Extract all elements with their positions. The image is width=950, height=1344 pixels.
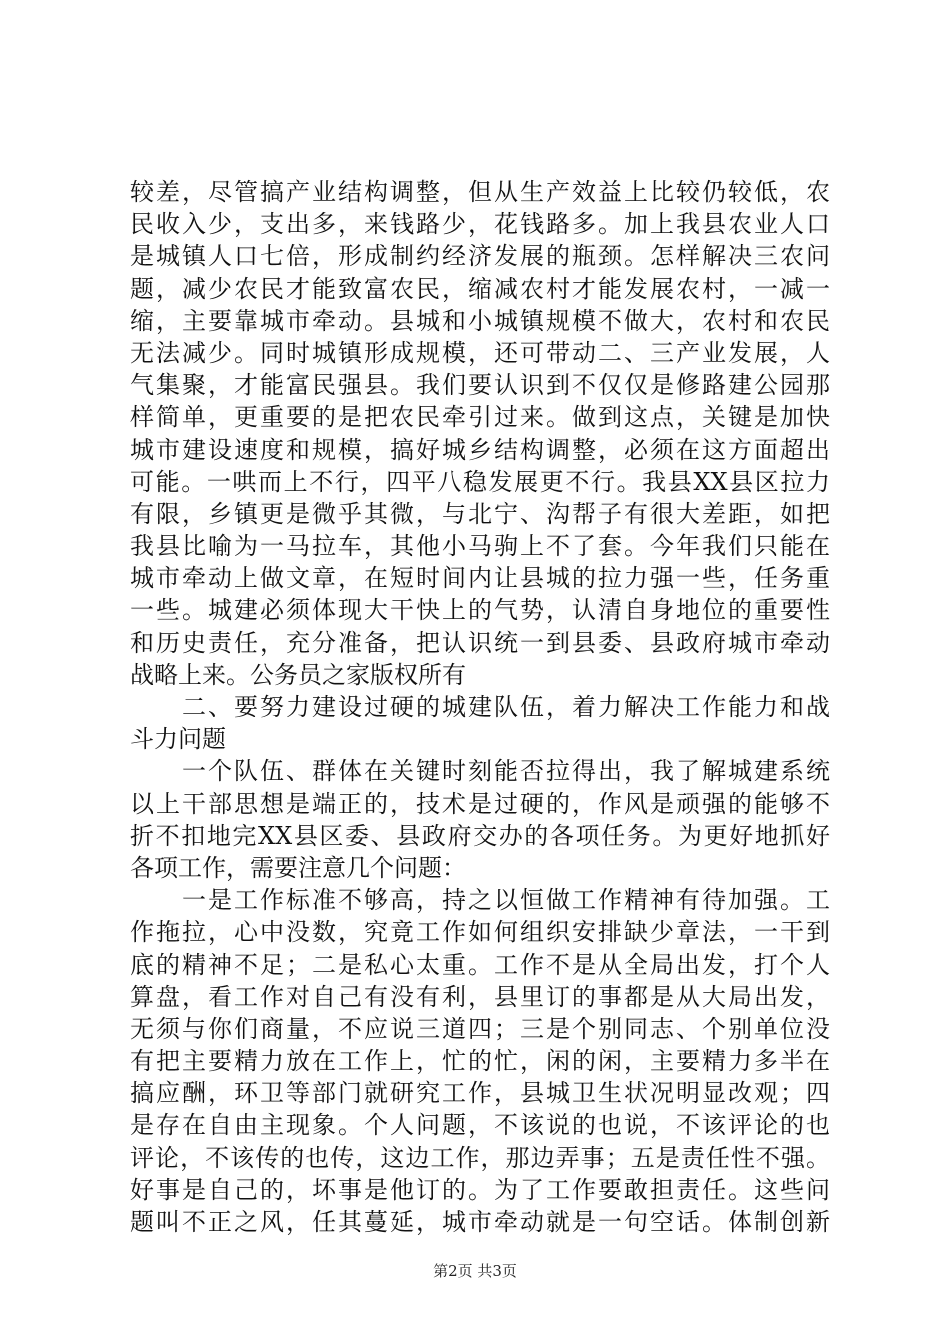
text-line: 城市牵动上做文章，在短时间内让县城的拉力强一些，任务重 xyxy=(130,564,830,593)
text-line: 是存在自由主现象。个人问题，不该说的也说，不该评论的也 xyxy=(130,1111,830,1140)
text-line: 算盘，看工作对自己有没有利，县里订的事都是从大局出发， xyxy=(130,982,830,1011)
text-line: 是城镇人口七倍，形成制约经济发展的瓶颈。怎样解决三农问 xyxy=(130,242,830,271)
text-line: 斗力问题 xyxy=(130,725,226,754)
text-line: 作拖拉，心中没数，究竟工作如何组织安排缺少章法，一干到 xyxy=(130,918,830,947)
text-line: 缩，主要靠城市牵动。县城和小城镇规模不做大，农村和农民 xyxy=(130,306,830,335)
text-line: 以上干部思想是端正的，技术是过硬的，作风是顽强的能够不 xyxy=(130,789,830,818)
document-body xyxy=(130,176,830,1238)
text-line: 样简单，更重要的是把农民牵引过来。做到这点，关键是加快 xyxy=(130,403,830,432)
text-line: 题，减少农民才能致富农民，缩减农村才能发展农村，一减一 xyxy=(130,274,830,303)
text-line: 无法减少。同时城镇形成规模，还可带动二、三产业发展，人 xyxy=(130,338,830,367)
text-line: 气集聚，才能富民强县。我们要认识到不仅仅是修路建公园那 xyxy=(130,371,830,400)
text-line: 有限，乡镇更是微乎其微，与北宁、沟帮子有很大差距，如把 xyxy=(130,499,830,528)
text-line: 好事是自己的，坏事是他订的。为了工作要敢担责任。这些问 xyxy=(130,1175,830,1204)
text-line: 各项工作，需要注意几个问题： xyxy=(130,853,466,882)
text-line: 搞应酬，环卫等部门就研究工作，县城卫生状况明显改观；四 xyxy=(130,1079,830,1108)
text-line: 较差，尽管搞产业结构调整，但从生产效益上比较仍较低，农 xyxy=(130,178,830,206)
text-line: 一些。城建必须体现大干快上的气势，认清自身地位的重要性 xyxy=(130,596,830,625)
text-line: 折不扣地完XX县区委、县政府交办的各项任务。为更好地抓好 xyxy=(130,821,830,850)
text-line: 民收入少，支出多，来钱路少，花钱路多。加上我县农业人口 xyxy=(130,210,830,239)
text-line: 二、要努力建设过硬的城建队伍，着力解决工作能力和战 xyxy=(182,693,830,721)
text-line: 一是工作标准不够高，持之以恒做工作精神有待加强。工 xyxy=(182,886,830,915)
text-line: 一个队伍、群体在关键时刻能否拉得出，我了解城建系统 xyxy=(182,757,830,786)
text-line: 题叫不正之风，任其蔓延，城市牵动就是一句空话。体制创新 xyxy=(130,1208,830,1236)
text-line: 城市建设速度和规模，搞好城乡结构调整，必须在这方面超出 xyxy=(130,435,830,464)
text-line: 和历史责任，充分准备，把认识统一到县委、县政府城市牵动 xyxy=(130,628,830,657)
text-line: 有把主要精力放在工作上，忙的忙，闲的闲，主要精力多半在 xyxy=(130,1047,830,1076)
text-line: 战略上来。公务员之家版权所有 xyxy=(130,660,466,689)
text-line: 评论，不该传的也传，这边工作，那边弄事；五是责任性不强。 xyxy=(130,1143,830,1172)
text-line: 无须与你们商量，不应说三道四；三是个别同志、个别单位没 xyxy=(130,1014,830,1043)
text-line: 我县比喻为一马拉车，其他小马驹上不了套。今年我们只能在 xyxy=(130,532,830,561)
text-line: 可能。一哄而上不行，四平八稳发展更不行。我县XX县区拉力 xyxy=(130,467,830,496)
page-footer: 第2页 共3页 xyxy=(433,1262,517,1280)
text-line: 底的精神不足；二是私心太重。工作不是从全局出发，打个人 xyxy=(130,950,830,979)
